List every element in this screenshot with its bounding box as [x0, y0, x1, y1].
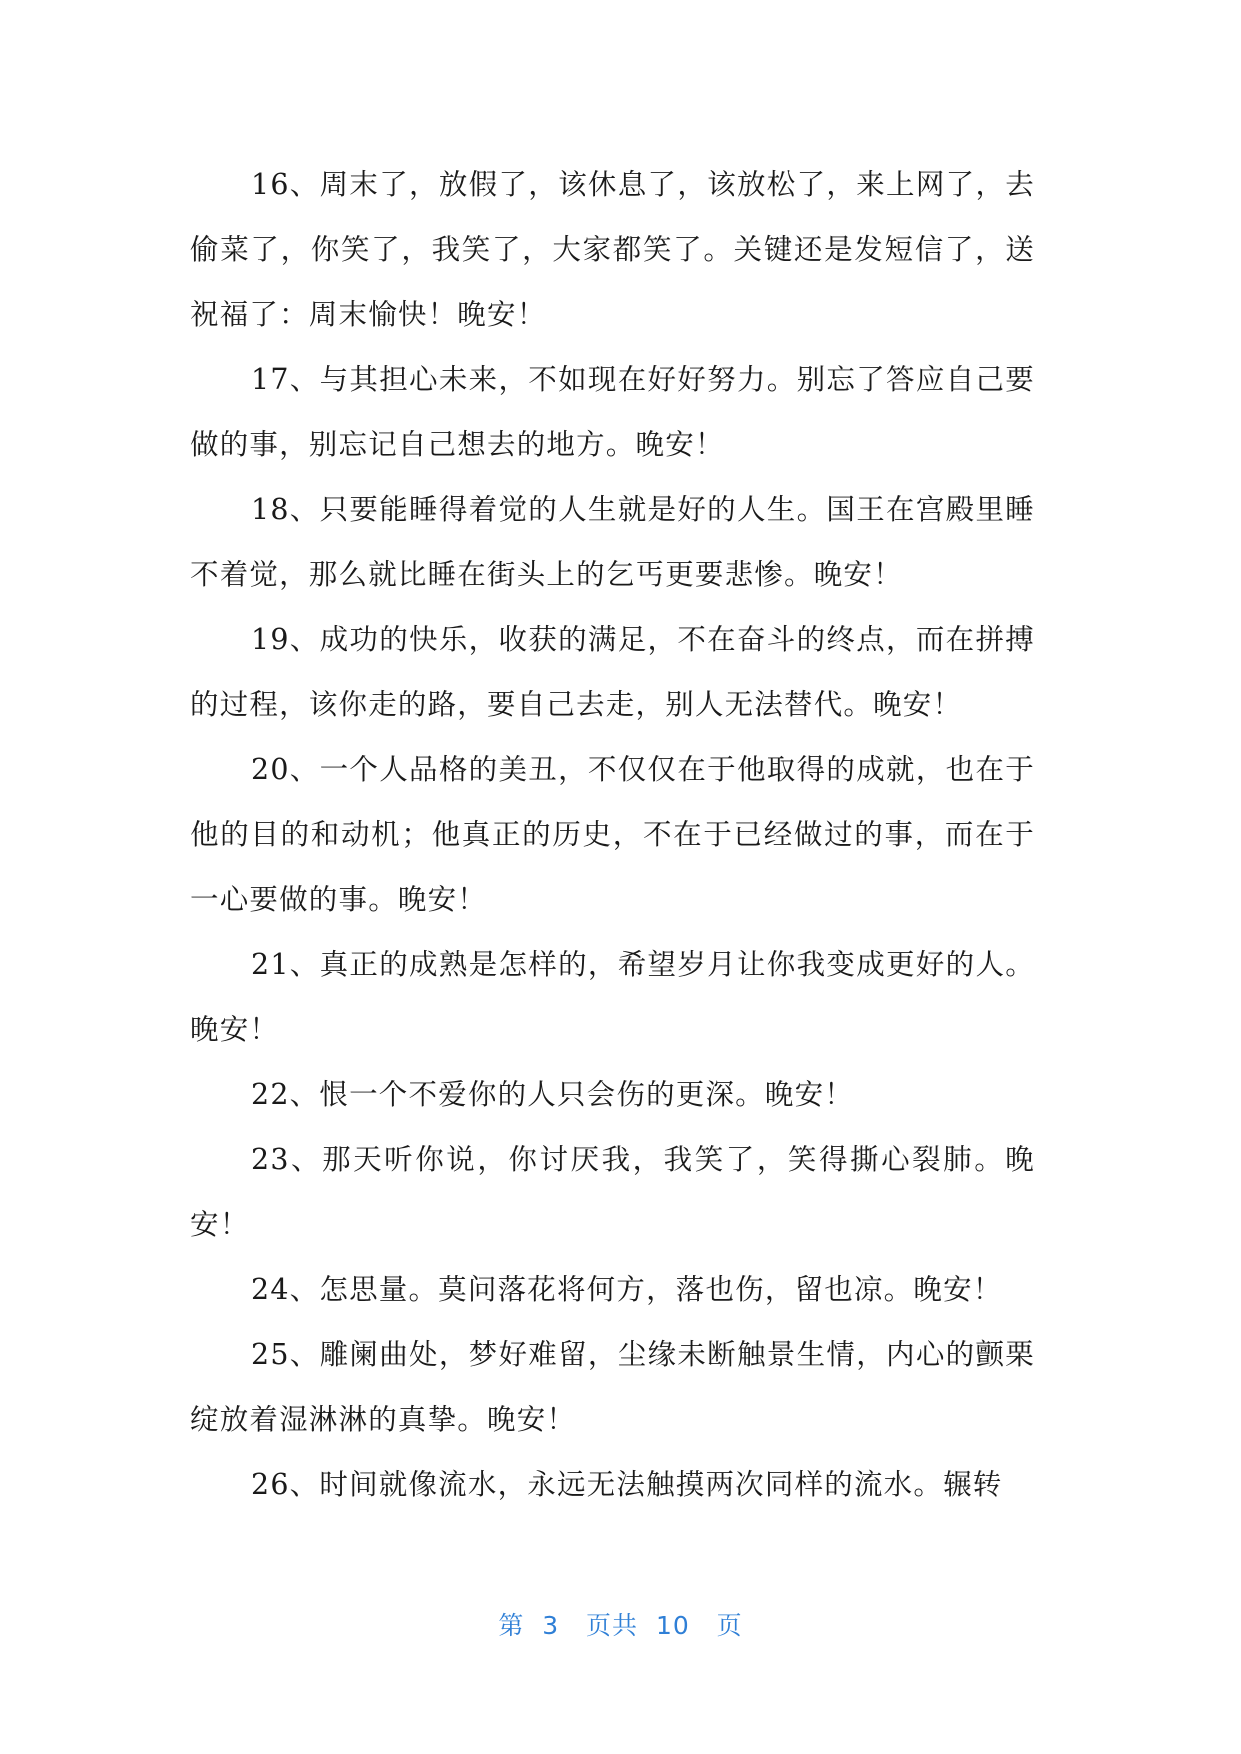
- paragraph-18: 18、只要能睡得着觉的人生就是好的人生。国王在宫殿里睡不着觉，那么就比睡在街头上的乞丐更要悲惨。晚安！: [190, 493, 1035, 591]
- footer-total-pages: 10: [655, 1611, 690, 1640]
- page-footer: [0, 1606, 1241, 1642]
- document-body: [190, 152, 1035, 1517]
- footer-prefix: 第: [498, 1611, 525, 1640]
- paragraph-19: 19、成功的快乐，收获的满足，不在奋斗的终点，而在拼搏的过程，该你走的路，要自己去走，别人无法替代。晚安！: [190, 623, 1035, 721]
- paragraph-21: 21、真正的成熟是怎样的，希望岁月让你我变成更好的人。晚安！: [190, 948, 1035, 1046]
- paragraph-20: 20、一个人品格的美丑，不仅仅在于他取得的成就，也在于他的目的和动机；他真正的历史，不在于已经做过的事，而在于一心要做的事。晚安！: [190, 753, 1035, 916]
- paragraph-17: 17、与其担心未来，不如现在好好努力。别忘了答应自己要做的事，别忘记自己想去的地方。晚安！: [190, 363, 1035, 461]
- footer-middle: 页共: [586, 1611, 639, 1640]
- footer-current-page: 3: [542, 1611, 560, 1640]
- paragraph-23: 23、那天听你说，你讨厌我，我笑了，笑得撕心裂肺。晚安！: [190, 1143, 1035, 1241]
- paragraph-25: 25、雕阑曲处，梦好难留，尘缘未断触景生情，内心的颤栗绽放着湿淋淋的真挚。晚安！: [190, 1338, 1035, 1436]
- paragraph-16: 16、周末了，放假了，该休息了，该放松了，来上网了，去偷菜了，你笑了，我笑了，大家都笑了。关键还是发短信了，送祝福了：周末愉快！晚安！: [190, 168, 1035, 331]
- paragraph-22: 22、恨一个不爱你的人只会伤的更深。晚安！: [251, 1078, 854, 1111]
- paragraph-24: 24、怎思量。莫问落花将何方，落也伤，留也凉。晚安！: [251, 1273, 1003, 1306]
- paragraph-26: 26、时间就像流水，永远无法触摸两次同样的流水。辗转: [251, 1468, 1003, 1501]
- footer-suffix: 页: [716, 1611, 743, 1640]
